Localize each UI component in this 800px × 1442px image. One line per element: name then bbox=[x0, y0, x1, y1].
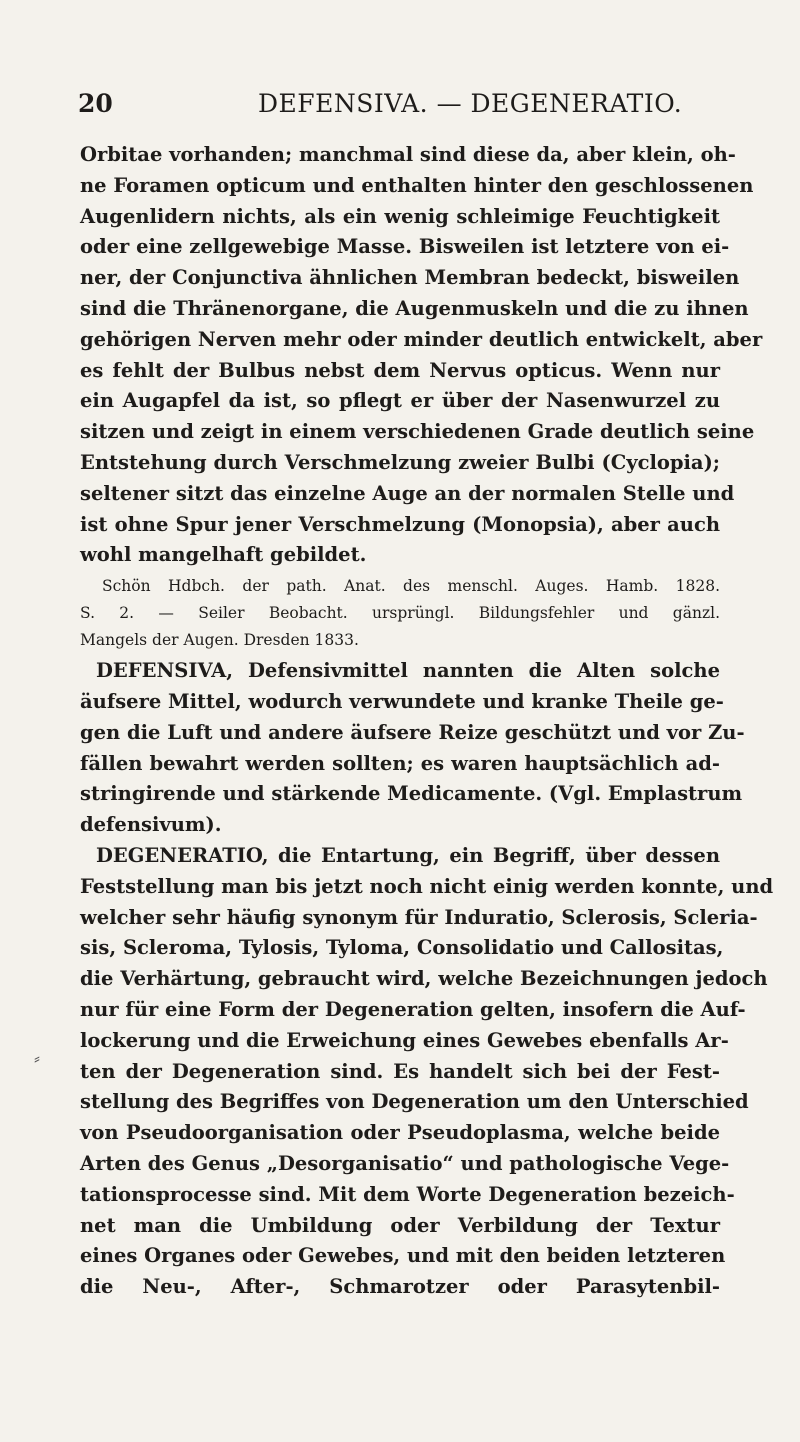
text-line: defensivum). bbox=[80, 813, 222, 837]
text-line: fällen bewahrt werden sollten; es waren hauptsächlich ad- bbox=[80, 751, 720, 775]
text-line: Arten des Genus „Desorganisatio“ und pathologische Vege- bbox=[80, 1151, 730, 1175]
text-line: Orbitae vorhanden; manchmal sind diese da, aber klein, oh- bbox=[80, 143, 736, 166]
body-text bbox=[80, 140, 774, 1303]
text-line: ne Foramen opticum und enthalten hinter den geschlossenen bbox=[80, 173, 754, 197]
text-line: die Verhärtung, gebraucht wird, welche Bezeichnungen jedoch bbox=[80, 967, 768, 991]
reference-line: Mangels der Augen. Dresden 1833. bbox=[80, 631, 359, 650]
text-line: DEGENERATIO, die Entartung, ein Begriff, über dessen bbox=[96, 843, 720, 867]
text-line: wohl mangelhaft gebildet. bbox=[80, 543, 367, 567]
paragraph-defensiva bbox=[80, 656, 745, 841]
text-line: sind die Thränenorgane, die Augenmuskeln und die zu ihnen bbox=[80, 296, 749, 320]
paragraph-orbitae bbox=[80, 140, 763, 571]
text-line: seltener sitzt das einzelne Auge an der normalen Stelle und bbox=[80, 481, 735, 505]
text-line: äufsere Mittel, wodurch verwundete und kranke Theile ge- bbox=[80, 689, 724, 713]
reference-line: S. 2. — Seiler Beobacht. ursprüngl. Bildungsfehler und gänzl. bbox=[80, 604, 720, 623]
text-line: welcher sehr häufig synonym für Induratio, Sclerosis, Scleria- bbox=[80, 905, 758, 929]
paragraph-degeneratio bbox=[80, 841, 774, 1303]
text-line: ein Augapfel da ist, so pflegt er über der Nasenwurzel zu bbox=[80, 389, 720, 413]
text-line: sis, Scleroma, Tylosis, Tyloma, Consolidatio und Callositas, bbox=[80, 936, 724, 960]
text-line: DEFENSIVA, Defensivmittel nannten die Alten solche bbox=[96, 659, 720, 683]
text-line: tationsprocesse sind. Mit dem Worte Degeneration bezeich- bbox=[80, 1182, 735, 1206]
text-line: lockerung und die Erweichung eines Gewebes ebenfalls Ar- bbox=[80, 1028, 729, 1052]
text-line: von Pseudoorganisation oder Pseudoplasma, welche beide bbox=[80, 1121, 720, 1145]
text-line: ner, der Conjunctiva ähnlichen Membran bedeckt, bisweilen bbox=[80, 266, 740, 290]
text-line: ist ohne Spur jener Verschmelzung (Monopsia), aber auch bbox=[80, 512, 720, 536]
text-line: die Neu-, After-, Schmarotzer oder Parasytenbil- bbox=[80, 1275, 720, 1299]
text-line: net man die Umbildung oder Verbildung der Textur bbox=[80, 1213, 720, 1237]
margin-mark: ⸗ bbox=[34, 1048, 40, 1069]
reference-line: Schön Hdbch. der path. Anat. des menschl. Auges. Hamb. 1828. bbox=[102, 577, 720, 596]
running-head: DEFENSIVA. — DEGENERATIO. bbox=[258, 89, 683, 118]
text-line: stellung des Begriffes von Degeneration um den Unterschied bbox=[80, 1090, 749, 1114]
text-line: Augenlidern nichts, als ein wenig schleimige Feuchtigkeit bbox=[80, 204, 720, 228]
text-line: ten der Degeneration sind. Es handelt sich bei der Fest- bbox=[80, 1059, 720, 1083]
text-line: gen die Luft und andere äufsere Reize geschützt und vor Zu- bbox=[80, 720, 745, 744]
text-line: nur für eine Form der Degeneration gelten, insofern die Auf- bbox=[80, 997, 746, 1021]
text-line: es fehlt der Bulbus nebst dem Nervus opticus. Wenn nur bbox=[80, 358, 720, 382]
text-line: Feststellung man bis jetzt noch nicht einig werden konnte, und bbox=[80, 874, 774, 898]
text-line: eines Organes oder Gewebes, und mit den beiden letzteren bbox=[80, 1244, 726, 1268]
references bbox=[80, 573, 720, 654]
text-line: sitzen und zeigt in einem verschiedenen Grade deutlich seine bbox=[80, 420, 755, 444]
page-number: 20 bbox=[78, 89, 113, 118]
text-line: stringirende und stärkende Medicamente. (Vgl. Emplastrum bbox=[80, 782, 743, 806]
text-line: Entstehung durch Verschmelzung zweier Bulbi (Cyclopia); bbox=[80, 450, 720, 474]
page-header bbox=[78, 88, 718, 120]
text-line: oder eine zellgewebige Masse. Bisweilen ist letztere von ei- bbox=[80, 235, 730, 259]
text-line: gehörigen Nerven mehr oder minder deutlich entwickelt, aber bbox=[80, 327, 763, 351]
